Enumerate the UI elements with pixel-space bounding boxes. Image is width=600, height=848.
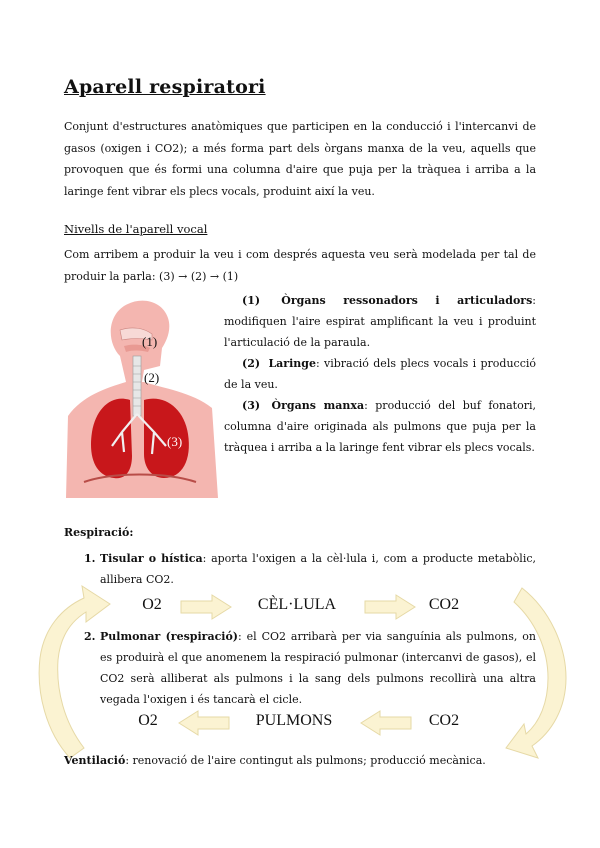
ventilation-line: Ventilació: renovació de l'aire contingut als pulmons; producció mecànica. [64,754,486,767]
flow2-arrow-1 [178,710,230,736]
flow1-arrow-2 [364,594,416,620]
figure-label-2: (2) [144,370,160,385]
level-item-2: (2) Laringe: vibració dels plecs vocals i producció de la veu. [224,357,536,391]
flow2-lungs: PULMONS [255,712,333,729]
levels-list [224,290,536,458]
level-item-3: (3) Òrgans manxa: producció del buf fonatori, columna d'aire originada als pulmons que puja per la tràquea i arriba a la laringe fent vibrar els plecs vocals. [224,399,536,454]
page-title: Aparell respiratori [64,76,266,98]
flow1-o2: O2 [142,596,162,613]
respiration-heading: Respiració: [64,526,134,539]
figure-label-3: (3) [167,434,183,449]
flow2-o2: O2 [138,712,158,729]
level-item-1: (1) Òrgans ressonadors i articuladors: modifiquen l'aire espirat amplificant la veu i produint l'articulació de la paraula. [224,294,536,349]
levels-intro: Com arribem a produir la veu i com després aquesta veu serà modelada per tal de produir la parla: (3) → (2) → (1) [64,248,536,283]
respiratory-system-figure [62,296,220,498]
flow1-cell: CÈL·LULA [257,596,337,613]
respiration-item-1: 1. Tisular o hística: aporta l'oxigen a la cèl·lula i, com a producte metabòlic, allibera CO2. [84,552,537,586]
flow1-co2: CO2 [428,596,460,613]
respiration-item-2: 2. Pulmonar (respiració): el CO2 arribarà per via sanguínia als pulmons, on es produirà el que anomenem la respiració pulmonar (intercanvi de gasos), el CO2 serà alliberat als pulmons i la sang dels pulmons recollirà una altra vegada l'oxigen i és tancarà el cicle. [84,630,536,706]
flow1-arrow-1 [180,594,232,620]
figure-label-1: (1) [142,334,158,349]
flow2-arrow-2 [360,710,412,736]
intro-paragraph: Conjunt d'estructures anatòmiques que participen en la conducció i l'intercanvi de gasos (oxigen i CO2); a més forma part dels òrgans manxa de la veu, aquells que provoquen que és formi una columna d'aire que puja per la tràquea i arriba a la laringe fent vibrar els plecs vocals, produint així la veu. [64,120,536,198]
flow2-co2: CO2 [428,712,460,729]
levels-heading: Nivells de l'aparell vocal [64,222,208,236]
